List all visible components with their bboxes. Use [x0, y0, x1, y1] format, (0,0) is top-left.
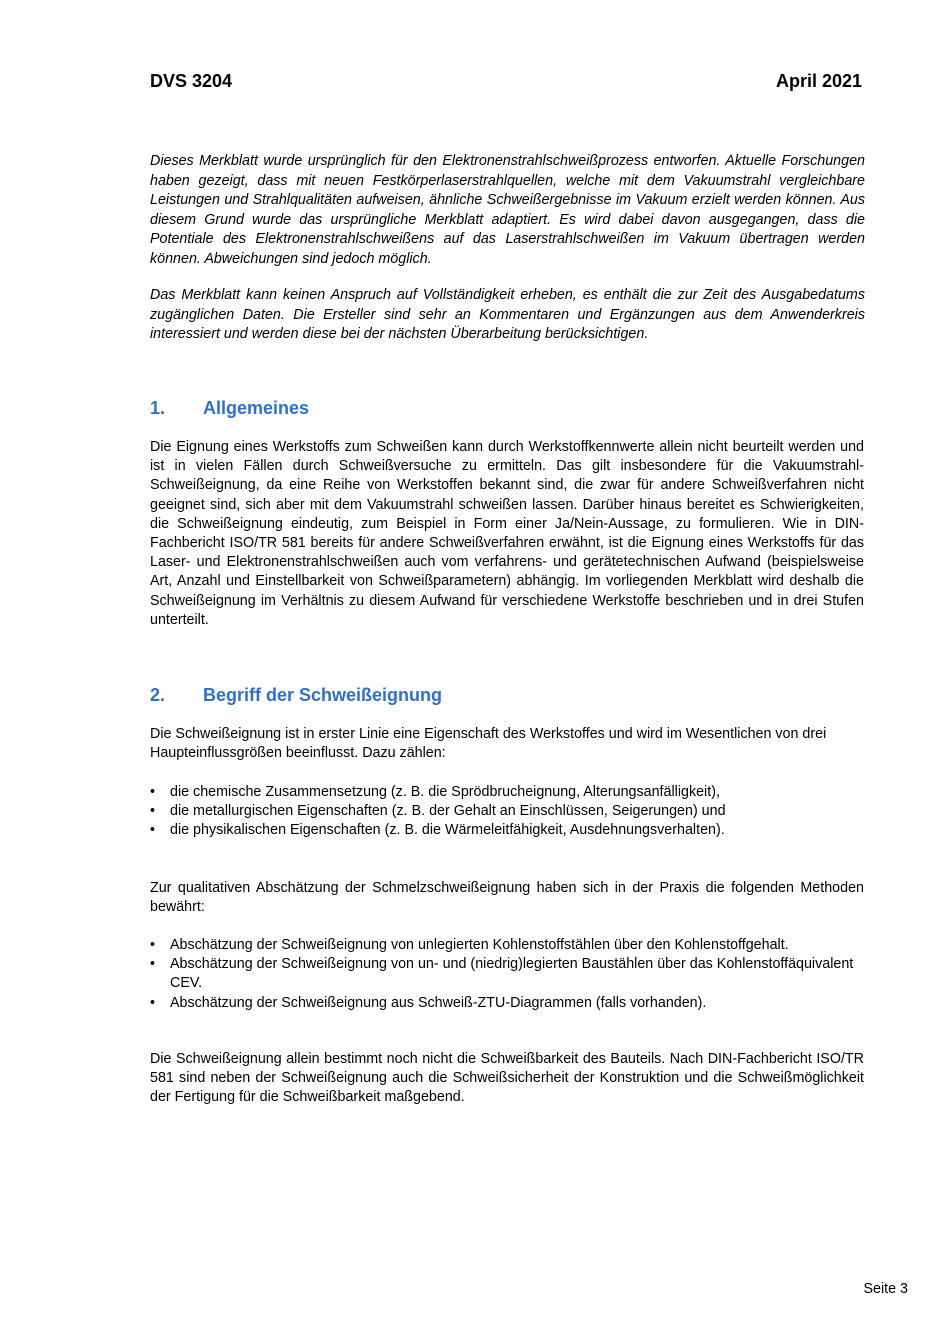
- list-item: • Abschätzung der Schweißeignung von unlegierten Kohlenstoffstählen über den Kohlenstoffgehalt.: [150, 936, 864, 955]
- section-heading-schweisseignung: [150, 685, 442, 706]
- intro-paragraph: Dieses Merkblatt wurde ursprünglich für den Elektronenstrahlschweißprozess entworfen. Aktuelle Forschungen haben gezeigt, dass mit neuen Festkörperlaserstrahlquellen, welche mit dem Vakuumstrahl vergleichbare Leistungen und Strahlqualitäten aufweisen, ähnliche Schweißergebnisse im Vakuum erzielt werden können. Aus diesem Grund wurde das ursprüngliche Merkblatt adaptiert. Es wird dabei davon ausgegangen, dass die Potentiale des Elektronenstrahlschweißens auf das Laserstrahlschweißen im Vakuum übertragen werden können. Abweichungen sind jedoch möglich.: [150, 153, 865, 267]
- section-paragraph: Die Schweißeignung allein bestimmt noch nicht die Schweißbarkeit des Bauteils. Nach DIN-Fachbericht ISO/TR 581 sind neben der Schweißeignung auch die Schweißsicherheit der Konstruktion und die Schweißmöglichkeit der Fertigung für die Schweißbarkeit maßgebend.: [150, 1051, 864, 1106]
- list-item: • die physikalischen Eigenschaften (z. B. die Wärmeleitfähigkeit, Ausdehnungsverhalten).: [150, 821, 864, 840]
- section-paragraph: Die Schweißeignung ist in erster Linie eine Eigenschaft des Werkstoffes und wird im Wesentlichen von drei Haupteinflussgrößen beeinflusst. Dazu zählen:: [150, 726, 827, 762]
- section-heading-allgemeines: [150, 398, 309, 419]
- document-id: DVS 3204: [150, 71, 233, 91]
- document-date: April 2021: [775, 71, 862, 91]
- section-paragraph: Zur qualitativen Abschätzung der Schmelzschweißeignung haben sich in der Praxis die folgenden Methoden bewährt:: [150, 880, 864, 916]
- intro-paragraph: Das Merkblatt kann keinen Anspruch auf Vollständigkeit erheben, es enthält die zur Zeit des Ausgabedatums zugänglichen Daten. Die Ersteller sind sehr an Kommentaren und Ergänzungen aus dem Anwenderkreis interessiert und werden diese bei der nächsten Überarbeitung berücksichtigen.: [150, 287, 865, 342]
- page-number: Seite 3: [863, 1281, 908, 1297]
- list-item: • Abschätzung der Schweißeignung aus Schweiß-ZTU-Diagrammen (falls vorhanden).: [150, 994, 864, 1013]
- section-number: 2.: [150, 685, 166, 705]
- section-number: 1.: [150, 398, 166, 418]
- influence-factors-list: [150, 783, 864, 841]
- methods-list: [150, 936, 864, 1013]
- section-paragraph: Die Eignung eines Werkstoffs zum Schweißen kann durch Werkstoffkennwerte allein nicht beurteilt werden und ist in vielen Fällen durch Schweißversuche zu ermitteln. Das gilt insbesondere für die Vakuumstrahl-Schweißeignung, da eine Reihe von Werkstoffen bekannt sind, die zwar für andere Schweißverfahren nicht geeignet sind, sich aber mit dem Vakuumstrahl schweißen lassen. Darüber hinaus bereitet es Schwierigkeiten, die Schweißeignung eindeutig, zum Beispiel in Form einer Ja/Nein-Aussage, zu formulieren. Wie in DIN-Fachbericht ISO/TR 581 bereits für andere Schweißverfahren erwähnt, ist die Eignung eines Werkstoffs für das Laser- und Elektronenstrahlschweißen auch vom verfahrens- und gerätetechnischen Aufwand (beispielsweise Art, Anzahl und Einstellbarkeit von Schweißparametern) abhängig. Im vorliegenden Merkblatt wird deshalb die Schweißeignung im Verhältnis zu diesem Aufwand für verschiedene Werkstoffe beschrieben und in drei Stufen unterteilt.: [150, 439, 864, 628]
- section-title: Begriff der Schweißeignung: [203, 685, 443, 705]
- section-title: Allgemeines: [203, 398, 310, 418]
- list-item: • Abschätzung der Schweißeignung von un- und (niedrig)legierten Baustählen über das Kohlenstoffäquivalent CEV.: [150, 955, 864, 993]
- list-item: • die metallurgischen Eigenschaften (z. B. der Gehalt an Einschlüssen, Seigerungen) und: [150, 802, 864, 821]
- list-item: • die chemische Zusammensetzung (z. B. die Sprödbrucheignung, Alterungsanfälligkeit),: [150, 783, 864, 802]
